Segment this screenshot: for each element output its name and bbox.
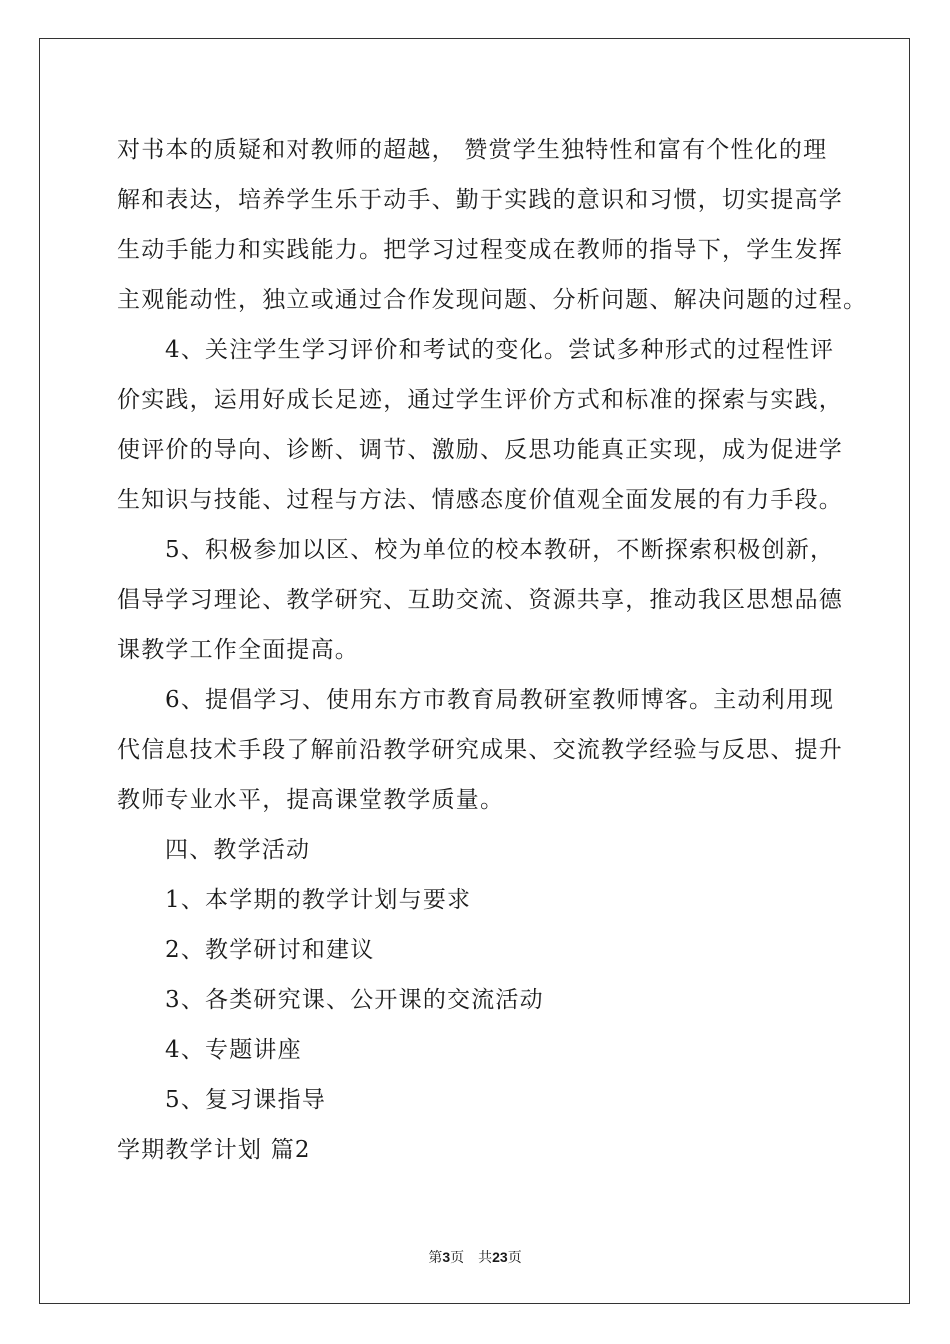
body-line: 使评价的导向、诊断、调节、激励、反思功能真正实现，成为促进学	[117, 437, 843, 463]
section-heading: 四、教学活动	[165, 837, 311, 863]
body-line: 课教学工作全面提高。	[117, 637, 359, 663]
body-line: 代信息技术手段了解前沿教学研究成果、交流教学经验与反思、提升	[117, 737, 843, 763]
list-item: 3、各类研究课、公开课的交流活动	[165, 987, 544, 1013]
list-item: 4、专题讲座	[165, 1037, 302, 1063]
body-line: 生动手能力和实践能力。把学习过程变成在教师的指导下，学生发挥	[117, 237, 843, 263]
page-number: 3	[442, 1249, 451, 1265]
body-line: 生知识与技能、过程与方法、情感态度价值观全面发展的有力手段。	[117, 487, 843, 513]
body-line: 倡导学习理论、教学研究、互助交流、资源共享，推动我区思想品德	[117, 587, 843, 613]
list-item: 5、复习课指导	[165, 1087, 327, 1113]
total-prefix: 共	[478, 1250, 493, 1266]
body-line: 教师专业水平，提高课堂教学质量。	[117, 787, 505, 813]
paragraph-start-line: 6、提倡学习、使用东方市教育局教研室教师博客。主动利用现	[165, 687, 835, 713]
body-line: 解和表达，培养学生乐于动手、勤于实践的意识和习惯，切实提高学	[117, 187, 843, 213]
body-line: 价实践，运用好成长足迹，通过学生评价方式和标准的探索与实践，	[117, 387, 843, 413]
document-body	[117, 125, 868, 1175]
paragraph-start-line: 5、积极参加以区、校为单位的校本教研，不断探索积极创新，	[165, 537, 835, 563]
page-prefix: 第	[428, 1250, 443, 1266]
page-suffix: 页	[450, 1250, 465, 1266]
body-line: 主观能动性，独立或通过合作发现问题、分析问题、解决问题的过程。	[117, 287, 868, 313]
total-suffix: 页	[507, 1250, 522, 1266]
paragraph-start-line: 4、关注学生学习评价和考试的变化。尝试多种形式的过程性评	[165, 337, 835, 363]
list-item: 2、教学研讨和建议	[165, 937, 375, 963]
body-line: 对书本的质疑和对教师的超越， 赞赏学生独特性和富有个性化的理	[117, 137, 828, 163]
page-footer	[0, 1247, 950, 1267]
total-pages: 23	[492, 1249, 508, 1265]
list-item: 1、本学期的教学计划与要求	[165, 887, 472, 913]
article-title: 学期教学计划 篇2	[117, 1137, 311, 1163]
